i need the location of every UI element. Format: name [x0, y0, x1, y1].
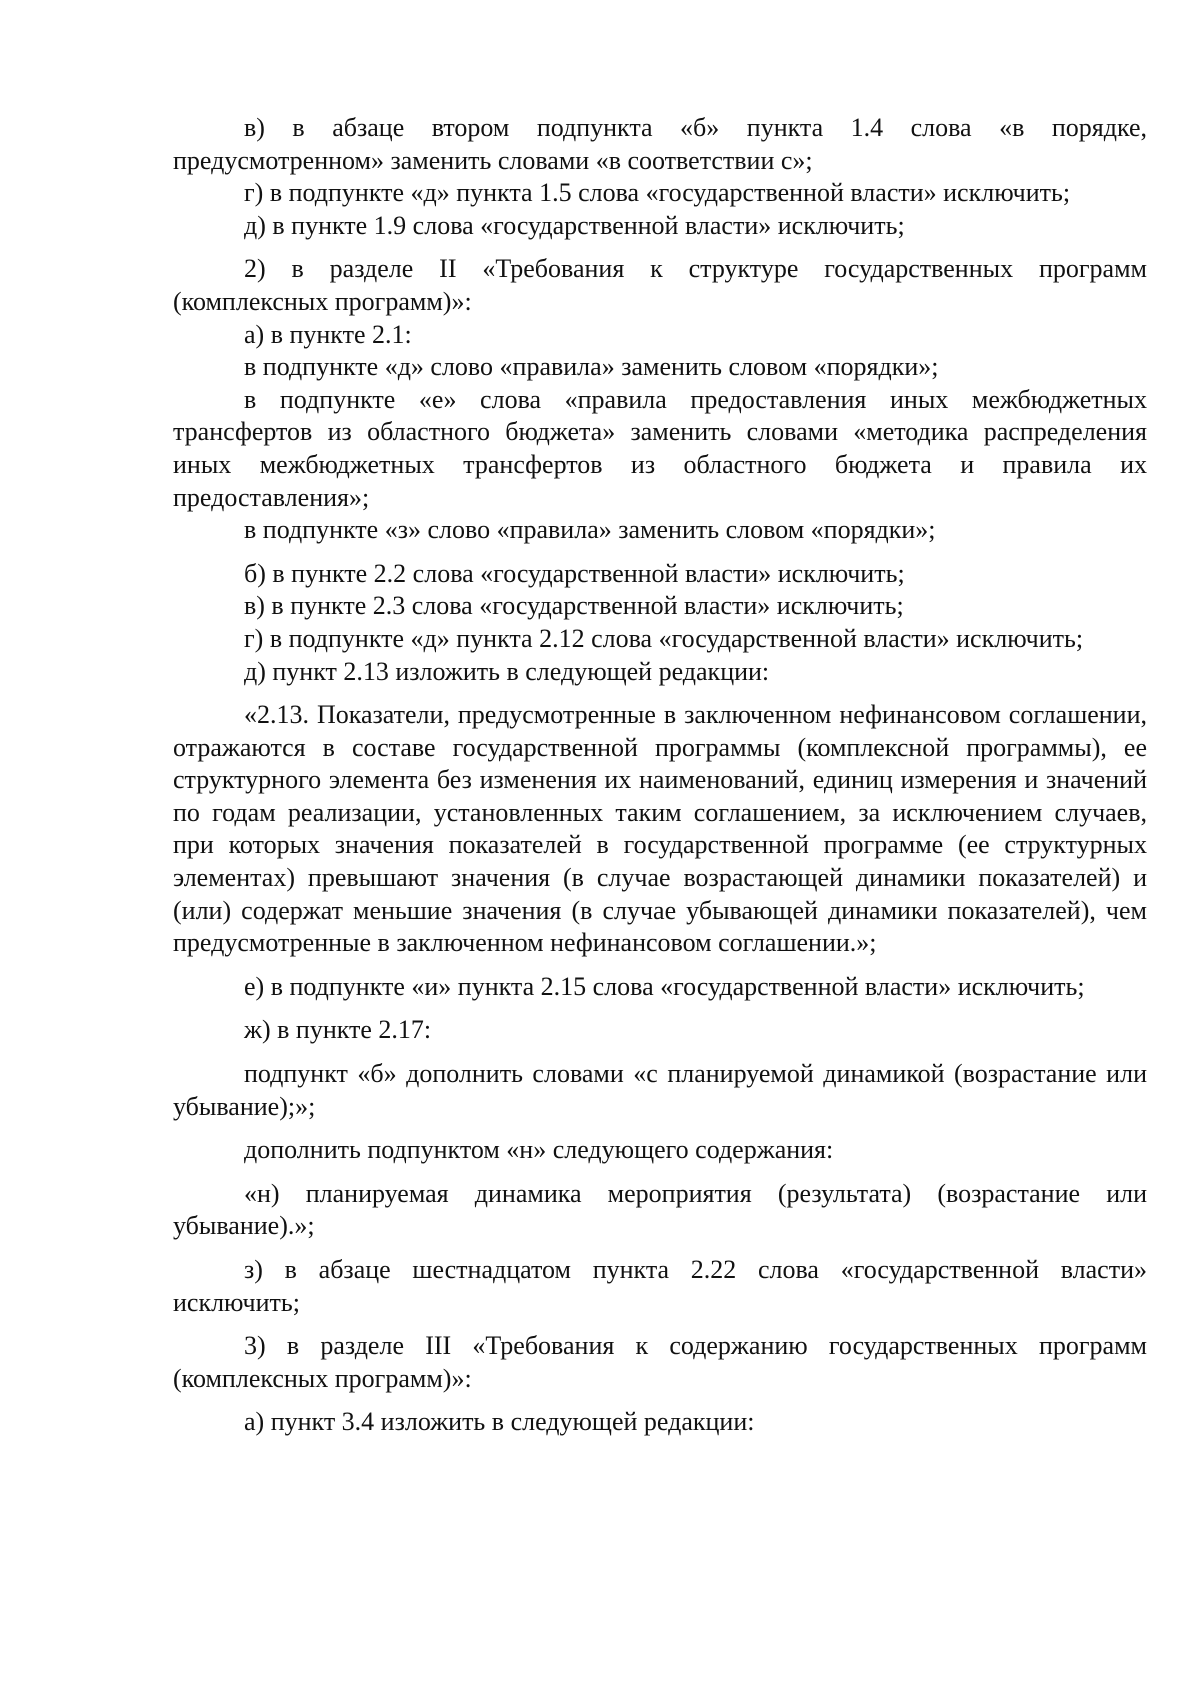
paragraph-16: подпункт «б» дополнить словами «с планируемой динамикой (возрастание или убывание);»;: [173, 1059, 1147, 1121]
paragraph-14: е) в подпункте «и» пункта 2.15 слова «государственной власти» исключить;: [244, 971, 1085, 1001]
paragraph-4: 2) в разделе II «Требования к структуре государственных программ (комплексных программ)»:: [173, 254, 1147, 316]
paragraph-19: з) в абзаце шестнадцатом пункта 2.22 слова «государственной власти» исключить;: [173, 1255, 1147, 1317]
paragraph-12: д) пункт 2.13 изложить в следующей редакции:: [244, 656, 770, 686]
paragraph-15: ж) в пункте 2.17:: [244, 1015, 432, 1045]
paragraph-3: д) в пункте 1.9 слова «государственной власти» исключить;: [244, 210, 905, 240]
paragraph-7: в подпункте «е» слова «правила предоставления иных межбюджетных трансфертов из областного бюджета» заменить словами «методика распределения иных межбюджетных трансфертов из областного бюджета и правила их предоставления»;: [173, 384, 1147, 512]
paragraph-21: а) пункт 3.4 изложить в следующей редакции:: [244, 1407, 755, 1437]
paragraph-2: г) в подпункте «д» пункта 1.5 слова «государственной власти» исключить;: [244, 178, 1071, 208]
paragraph-1: в) в абзаце втором подпункта «б» пункта 1.4 слова «в порядке, предусмотренном» заменить словами «в соответствии с»;: [173, 113, 1147, 175]
paragraph-8: в подпункте «з» слово «правила» заменить словом «порядки»;: [244, 515, 936, 545]
paragraph-13: «2.13. Показатели, предусмотренные в заключенном нефинансовом соглашении, отражаются в составе государственной программы (комплексной программы), ее структурного элемента без изменения их наименований, единиц измерения и значений по годам реализации, установленных таким соглашением, за исключением случаев, при которых значения показателей в государственной программе (ее структурных элементах) превышают значения (в случае возрастающей динамики показателей) и (или) содержат меньшие значения (в случае убывающей динамики показателей), чем предусмотренные в заключенном нефинансовом соглашении.»;: [173, 700, 1147, 958]
paragraph-11: г) в подпункте «д» пункта 2.12 слова «государственной власти» исключить;: [244, 623, 1084, 653]
paragraph-10: в) в пункте 2.3 слова «государственной власти» исключить;: [244, 591, 904, 621]
paragraph-5: а) в пункте 2.1:: [244, 319, 412, 349]
paragraph-18: «н) планируемая динамика мероприятия (результата) (возрастание или убывание).»;: [173, 1178, 1147, 1241]
paragraph-9: б) в пункте 2.2 слова «государственной власти» исключить;: [244, 558, 905, 588]
paragraph-6: в подпункте «д» слово «правила» заменить словом «порядки»;: [244, 352, 939, 382]
paragraph-17: дополнить подпунктом «н» следующего содержания:: [244, 1135, 834, 1165]
paragraph-20: 3) в разделе III «Требования к содержанию государственных программ (комплексных программ)»:: [173, 1331, 1147, 1393]
document-page: [173, 112, 1147, 1439]
